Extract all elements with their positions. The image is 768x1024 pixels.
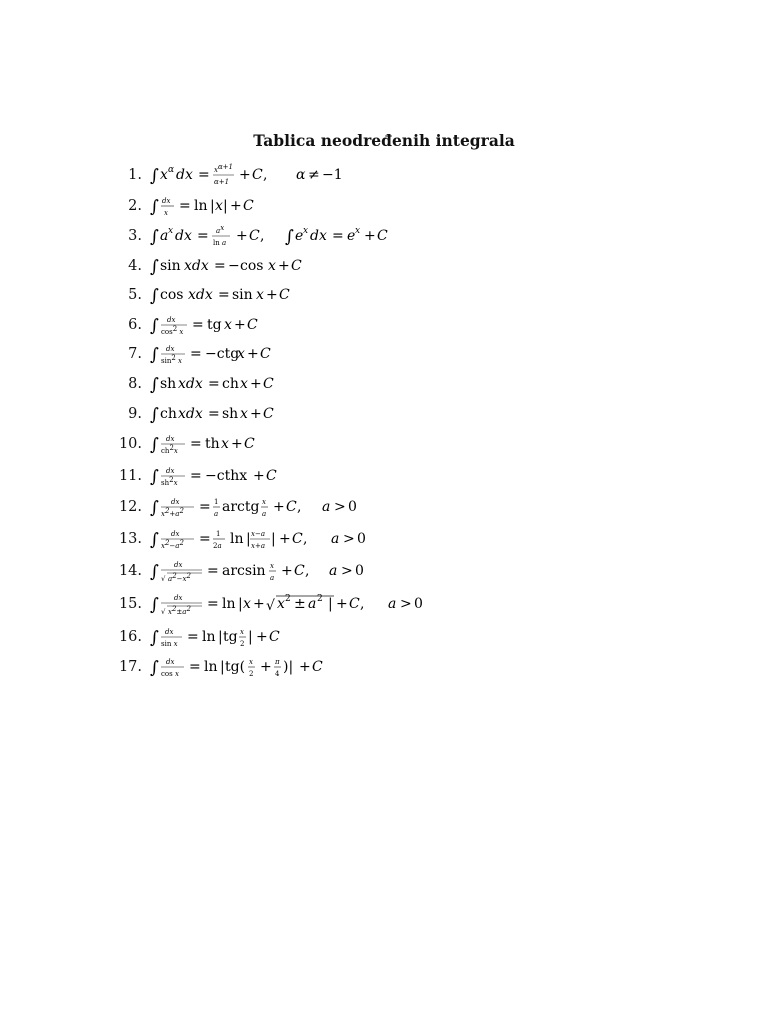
svg-text:C: C — [291, 258, 302, 274]
svg-text:∫: ∫ — [150, 197, 159, 217]
svg-text:C: C — [263, 376, 274, 392]
svg-text:|: | — [246, 531, 251, 547]
svg-text:C: C — [269, 629, 280, 645]
svg-text:>: > — [343, 531, 355, 547]
svg-text:|: | — [220, 659, 225, 675]
svg-text:x: x — [240, 628, 244, 636]
svg-text:a: a — [262, 510, 267, 518]
svg-text:π: π — [275, 658, 280, 666]
formula-number: 10. — [118, 436, 142, 452]
svg-text:0: 0 — [357, 531, 366, 547]
svg-text:+: + — [247, 346, 259, 362]
formula-number: 6. — [128, 317, 142, 333]
svg-text:0: 0 — [414, 596, 423, 612]
svg-text:,: , — [260, 228, 265, 244]
svg-text:ln a: ln a — [213, 239, 227, 247]
formula-number: 15. — [118, 596, 142, 612]
svg-text:+: + — [279, 531, 291, 547]
svg-text:sh: sh — [160, 376, 177, 392]
svg-text:=: = — [208, 376, 220, 392]
svg-text:e: e — [347, 228, 356, 244]
formula-row — [110, 339, 330, 369]
svg-text:arcsin: arcsin — [222, 563, 266, 579]
svg-text:th: th — [205, 436, 220, 452]
svg-text:sin: sin — [232, 287, 253, 303]
svg-text:arctg: arctg — [222, 499, 260, 515]
svg-text:|: | — [218, 629, 223, 645]
svg-text:dx: dx — [166, 345, 175, 353]
svg-text:+: + — [336, 596, 348, 612]
svg-text:sin: sin — [160, 258, 181, 274]
formula-number: 3. — [128, 228, 142, 244]
svg-text:dx: dx — [165, 628, 174, 636]
formula — [150, 622, 350, 652]
formula-number: 1. — [128, 167, 142, 183]
formula-number: 4. — [128, 258, 142, 274]
svg-text:∫: ∫ — [285, 227, 294, 247]
formula-row — [110, 280, 350, 310]
formula-row — [110, 191, 310, 221]
svg-text:C: C — [279, 287, 290, 303]
svg-text:x2±a2: x2±a2 — [168, 605, 191, 616]
svg-text:∫: ∫ — [150, 166, 159, 186]
formula-row — [110, 251, 350, 281]
svg-text:+: + — [256, 629, 268, 645]
svg-text:dx: dx — [166, 467, 175, 475]
svg-text:tg: tg — [207, 317, 222, 333]
formula-number: 9. — [128, 406, 142, 422]
svg-text:α: α — [168, 165, 175, 175]
svg-text:|: | — [271, 531, 276, 547]
svg-text:x2+a2: x2+a2 — [161, 507, 184, 518]
svg-text:C: C — [286, 499, 297, 515]
svg-text:x: x — [240, 406, 248, 422]
svg-text:a: a — [331, 531, 340, 547]
svg-text:C: C — [312, 659, 323, 675]
svg-text:dx: dx — [166, 435, 175, 443]
svg-text:xdx: xdx — [188, 287, 213, 303]
svg-text:C: C — [247, 317, 258, 333]
svg-text:x: x — [221, 436, 229, 452]
svg-text:=: = — [190, 436, 202, 452]
svg-text:∫: ∫ — [150, 316, 159, 336]
svg-text:cos: cos — [160, 287, 184, 303]
svg-text:x: x — [237, 346, 245, 362]
svg-text:>: > — [341, 563, 353, 579]
svg-text:tg(: tg( — [225, 659, 246, 675]
svg-text:xα+1: xα+1 — [214, 163, 233, 174]
svg-text:tg: tg — [223, 629, 238, 645]
svg-text:∫: ∫ — [150, 628, 159, 648]
formula-number: 5. — [128, 287, 142, 303]
svg-text:=: = — [218, 287, 230, 303]
svg-text:ch: ch — [222, 376, 239, 392]
svg-text:=: = — [190, 346, 202, 362]
svg-text:∫: ∫ — [150, 595, 159, 615]
svg-text:|: | — [328, 596, 333, 612]
svg-text:C: C — [266, 468, 277, 484]
formula-row — [110, 160, 380, 190]
svg-text:2a: 2a — [213, 542, 222, 550]
svg-text:x: x — [240, 376, 248, 392]
svg-text:x−a: x−a — [251, 530, 265, 538]
svg-text:4: 4 — [275, 670, 280, 678]
svg-text:∫: ∫ — [150, 286, 159, 306]
svg-text:sin2 x: sin2 x — [161, 354, 182, 365]
svg-text:+: + — [239, 167, 251, 183]
svg-text:x: x — [270, 562, 274, 570]
svg-text:α+1: α+1 — [214, 178, 230, 186]
svg-text:+: + — [278, 258, 290, 274]
svg-text:∫: ∫ — [150, 562, 159, 582]
formula-row — [110, 221, 410, 251]
page-title: Tablica neodređenih integrala — [253, 131, 515, 150]
svg-text:dx: dx — [171, 498, 180, 506]
formula-row — [110, 652, 370, 682]
svg-text:∫: ∫ — [150, 227, 159, 247]
svg-text:dx: dx — [171, 530, 180, 538]
svg-text:xdx: xdx — [184, 258, 209, 274]
svg-text:|: | — [223, 198, 228, 214]
svg-text:ln: ln — [194, 198, 208, 214]
svg-text:a2−x2: a2−x2 — [168, 572, 191, 583]
svg-text:C: C — [263, 406, 274, 422]
svg-text:C: C — [260, 346, 271, 362]
svg-text:1: 1 — [216, 530, 221, 538]
svg-text:=: = — [187, 629, 199, 645]
svg-text:−cthx: −cthx — [205, 468, 248, 484]
formula-number: 8. — [128, 376, 142, 392]
svg-text:+: + — [253, 468, 265, 484]
formula-row — [110, 524, 420, 554]
svg-text:x: x — [168, 226, 174, 236]
svg-text:sin x: sin x — [161, 640, 178, 648]
svg-text:+: + — [231, 436, 243, 452]
svg-text:xdx: xdx — [178, 406, 203, 422]
svg-text:+: + — [250, 406, 262, 422]
svg-text:C: C — [377, 228, 388, 244]
svg-text:+: + — [299, 659, 311, 675]
svg-text:x: x — [303, 226, 309, 236]
svg-text:+: + — [266, 287, 278, 303]
svg-text:x: x — [262, 498, 266, 506]
svg-text:x: x — [164, 209, 168, 217]
svg-text:x: x — [160, 167, 168, 183]
formula — [150, 556, 410, 586]
svg-text:e: e — [295, 228, 304, 244]
svg-text:)|: )| — [283, 659, 294, 675]
formula-row — [110, 429, 330, 459]
formula — [150, 524, 420, 554]
svg-text:dx: dx — [162, 197, 171, 205]
formula-number: 2. — [128, 198, 142, 214]
svg-text:∫: ∫ — [150, 257, 159, 277]
svg-text:a: a — [214, 510, 219, 518]
svg-text:2: 2 — [240, 640, 245, 648]
svg-text:∫: ∫ — [150, 405, 159, 425]
formula-number: 16. — [118, 629, 142, 645]
svg-text:=: = — [190, 468, 202, 484]
formula-row — [110, 461, 330, 491]
svg-text:=: = — [179, 198, 191, 214]
svg-text:C: C — [252, 167, 263, 183]
formula-number: 7. — [128, 346, 142, 362]
svg-text:a: a — [388, 596, 397, 612]
svg-text:∫: ∫ — [150, 530, 159, 550]
svg-text:ln: ln — [222, 596, 236, 612]
svg-text:C: C — [294, 563, 305, 579]
svg-text:ln: ln — [202, 629, 216, 645]
svg-text:∫: ∫ — [150, 375, 159, 395]
svg-text:xdx: xdx — [178, 376, 203, 392]
formula-row — [110, 310, 330, 340]
svg-text:,: , — [303, 531, 308, 547]
svg-text:dx: dx — [174, 594, 183, 602]
svg-text:+: + — [281, 563, 293, 579]
svg-text:|: | — [248, 629, 253, 645]
svg-text:0: 0 — [348, 499, 357, 515]
formula-row — [110, 556, 410, 586]
svg-text:+: + — [364, 228, 376, 244]
formula-number: 12. — [118, 499, 142, 515]
svg-text:dx: dx — [175, 228, 192, 244]
svg-text:,: , — [297, 499, 302, 515]
svg-text:−: − — [228, 258, 240, 274]
formula-row — [110, 492, 400, 522]
svg-text:−1: −1 — [322, 167, 343, 183]
svg-text:|: | — [210, 198, 215, 214]
svg-text:a: a — [270, 574, 275, 582]
svg-text:+: + — [273, 499, 285, 515]
formula-number: 17. — [118, 659, 142, 675]
formula — [150, 461, 330, 491]
svg-text:a: a — [160, 228, 169, 244]
svg-text:x: x — [215, 198, 223, 214]
formula-row — [110, 369, 330, 399]
svg-text:x: x — [243, 596, 251, 612]
svg-text:=: = — [198, 167, 210, 183]
svg-text:∫: ∫ — [150, 658, 159, 678]
svg-text:,: , — [305, 563, 310, 579]
svg-text:2: 2 — [249, 670, 254, 678]
svg-text:≠: ≠ — [308, 167, 320, 183]
svg-text:a: a — [322, 499, 331, 515]
svg-text:C: C — [249, 228, 260, 244]
svg-text:ax: ax — [216, 224, 225, 235]
svg-text:>: > — [334, 499, 346, 515]
svg-text:=: = — [189, 659, 201, 675]
svg-text:√: √ — [161, 575, 166, 583]
svg-text:x: x — [224, 317, 232, 333]
formula-row — [110, 622, 350, 652]
svg-text:ch2x: ch2x — [161, 444, 178, 455]
svg-text:ch: ch — [160, 406, 177, 422]
svg-text:dx: dx — [310, 228, 327, 244]
formula — [150, 492, 400, 522]
formula-number: 14. — [118, 563, 142, 579]
formula-number: 11. — [118, 468, 142, 484]
svg-text:+: + — [250, 376, 262, 392]
svg-text:0: 0 — [355, 563, 364, 579]
formula — [150, 652, 370, 682]
formula-row — [110, 399, 330, 429]
svg-text:∫: ∫ — [150, 498, 159, 518]
svg-text:ln: ln — [230, 531, 244, 547]
formula — [150, 399, 330, 429]
svg-text:cos2 x: cos2 x — [161, 325, 184, 336]
svg-text:>: > — [400, 596, 412, 612]
svg-text:a: a — [329, 563, 338, 579]
svg-text:α: α — [296, 167, 306, 183]
formula — [150, 191, 310, 221]
svg-text:+: + — [236, 228, 248, 244]
svg-text:√: √ — [161, 608, 166, 616]
svg-text:∫: ∫ — [150, 435, 159, 455]
svg-text:=: = — [207, 596, 219, 612]
svg-text:x: x — [256, 287, 264, 303]
svg-text:2: 2 — [285, 594, 291, 604]
svg-text:dx: dx — [174, 561, 183, 569]
formula — [150, 339, 330, 369]
svg-text:,: , — [263, 167, 268, 183]
svg-text:=: = — [192, 317, 204, 333]
formula — [150, 160, 380, 190]
formula — [150, 310, 330, 340]
svg-text:+: + — [260, 659, 272, 675]
formula — [150, 221, 410, 251]
svg-text:√: √ — [266, 598, 275, 614]
svg-text:±: ± — [294, 596, 306, 612]
svg-text:C: C — [243, 198, 254, 214]
svg-text:,: , — [360, 596, 365, 612]
svg-text:=: = — [214, 258, 226, 274]
svg-text:=: = — [199, 531, 211, 547]
svg-text:x+a: x+a — [251, 542, 265, 550]
svg-text:C: C — [292, 531, 303, 547]
svg-text:cos x: cos x — [161, 670, 179, 678]
svg-text:∫: ∫ — [150, 345, 159, 365]
svg-text:=: = — [207, 563, 219, 579]
svg-text:ln: ln — [204, 659, 218, 675]
svg-text:sh: sh — [222, 406, 239, 422]
svg-text:=: = — [197, 228, 209, 244]
formula-number: 13. — [118, 531, 142, 547]
formula — [150, 369, 330, 399]
svg-text:+: + — [253, 596, 265, 612]
svg-text:|: | — [238, 596, 243, 612]
svg-text:x2−a2: x2−a2 — [161, 539, 184, 550]
formula — [150, 429, 330, 459]
svg-text:=: = — [332, 228, 344, 244]
svg-text:+: + — [234, 317, 246, 333]
svg-text:2: 2 — [317, 594, 323, 604]
svg-text:∫: ∫ — [150, 467, 159, 487]
svg-text:dx: dx — [167, 316, 176, 324]
svg-text:dx: dx — [176, 167, 193, 183]
svg-text:1: 1 — [214, 498, 219, 506]
svg-text:C: C — [244, 436, 255, 452]
svg-text:cos: cos — [240, 258, 264, 274]
svg-text:x: x — [355, 226, 361, 236]
svg-text:sh2x: sh2x — [161, 476, 178, 487]
svg-text:dx: dx — [166, 658, 175, 666]
svg-text:x: x — [249, 658, 253, 666]
svg-text:=: = — [208, 406, 220, 422]
svg-text:a: a — [308, 596, 317, 612]
formula — [150, 589, 470, 619]
formula — [150, 280, 350, 310]
svg-text:x: x — [277, 596, 285, 612]
svg-text:x: x — [268, 258, 276, 274]
svg-text:+: + — [230, 198, 242, 214]
svg-text:−ctg: −ctg — [205, 346, 240, 362]
svg-text:=: = — [199, 499, 211, 515]
formula — [150, 251, 350, 281]
svg-text:C: C — [349, 596, 360, 612]
formula-row — [110, 589, 470, 619]
